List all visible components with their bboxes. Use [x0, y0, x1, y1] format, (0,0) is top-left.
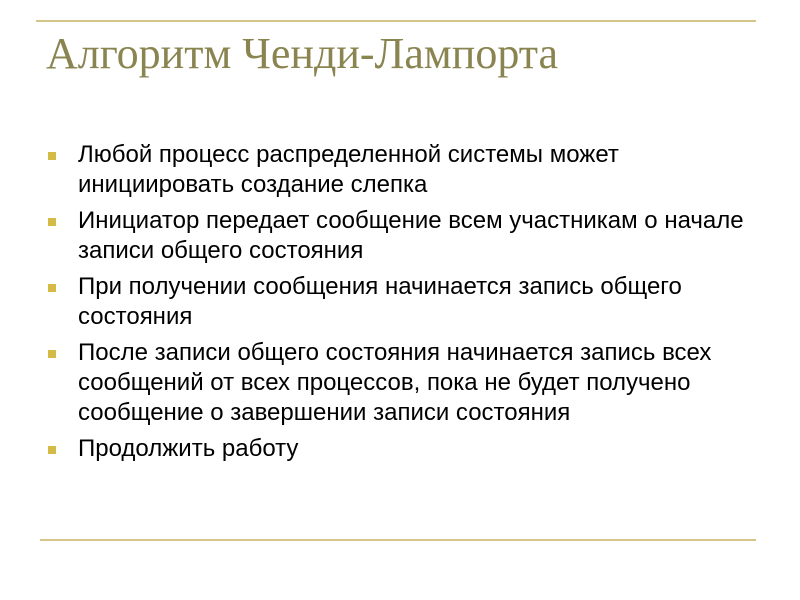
bullet-item — [48, 206, 748, 266]
slide-title: Алгоритм Ченди-Лампорта — [46, 29, 559, 78]
bullet-text: Продолжить работу — [78, 435, 299, 462]
bullet-text: Любой процесс распределенной системы может инициировать создание слепка — [78, 141, 619, 198]
bullet-item — [48, 338, 748, 428]
bullet-item — [48, 272, 748, 332]
square-bullet-icon — [48, 152, 56, 160]
square-bullet-icon — [48, 218, 56, 226]
bullet-text: Инициатор передает сообщение всем участникам о начале записи общего состояния — [78, 207, 744, 264]
bullet-item — [48, 434, 748, 464]
bullet-list — [48, 140, 748, 470]
square-bullet-icon — [48, 284, 56, 292]
square-bullet-icon — [48, 446, 56, 454]
bullet-text: При получении сообщения начинается запись общего состояния — [78, 273, 682, 330]
bottom-rule — [40, 539, 756, 541]
bullet-text: После записи общего состояния начинается запись всех сообщений от всех процессов, пока не будет получено сообщение о завершении записи состояния — [78, 339, 712, 426]
square-bullet-icon — [48, 350, 56, 358]
top-rule — [36, 20, 756, 22]
bullet-item — [48, 140, 748, 200]
